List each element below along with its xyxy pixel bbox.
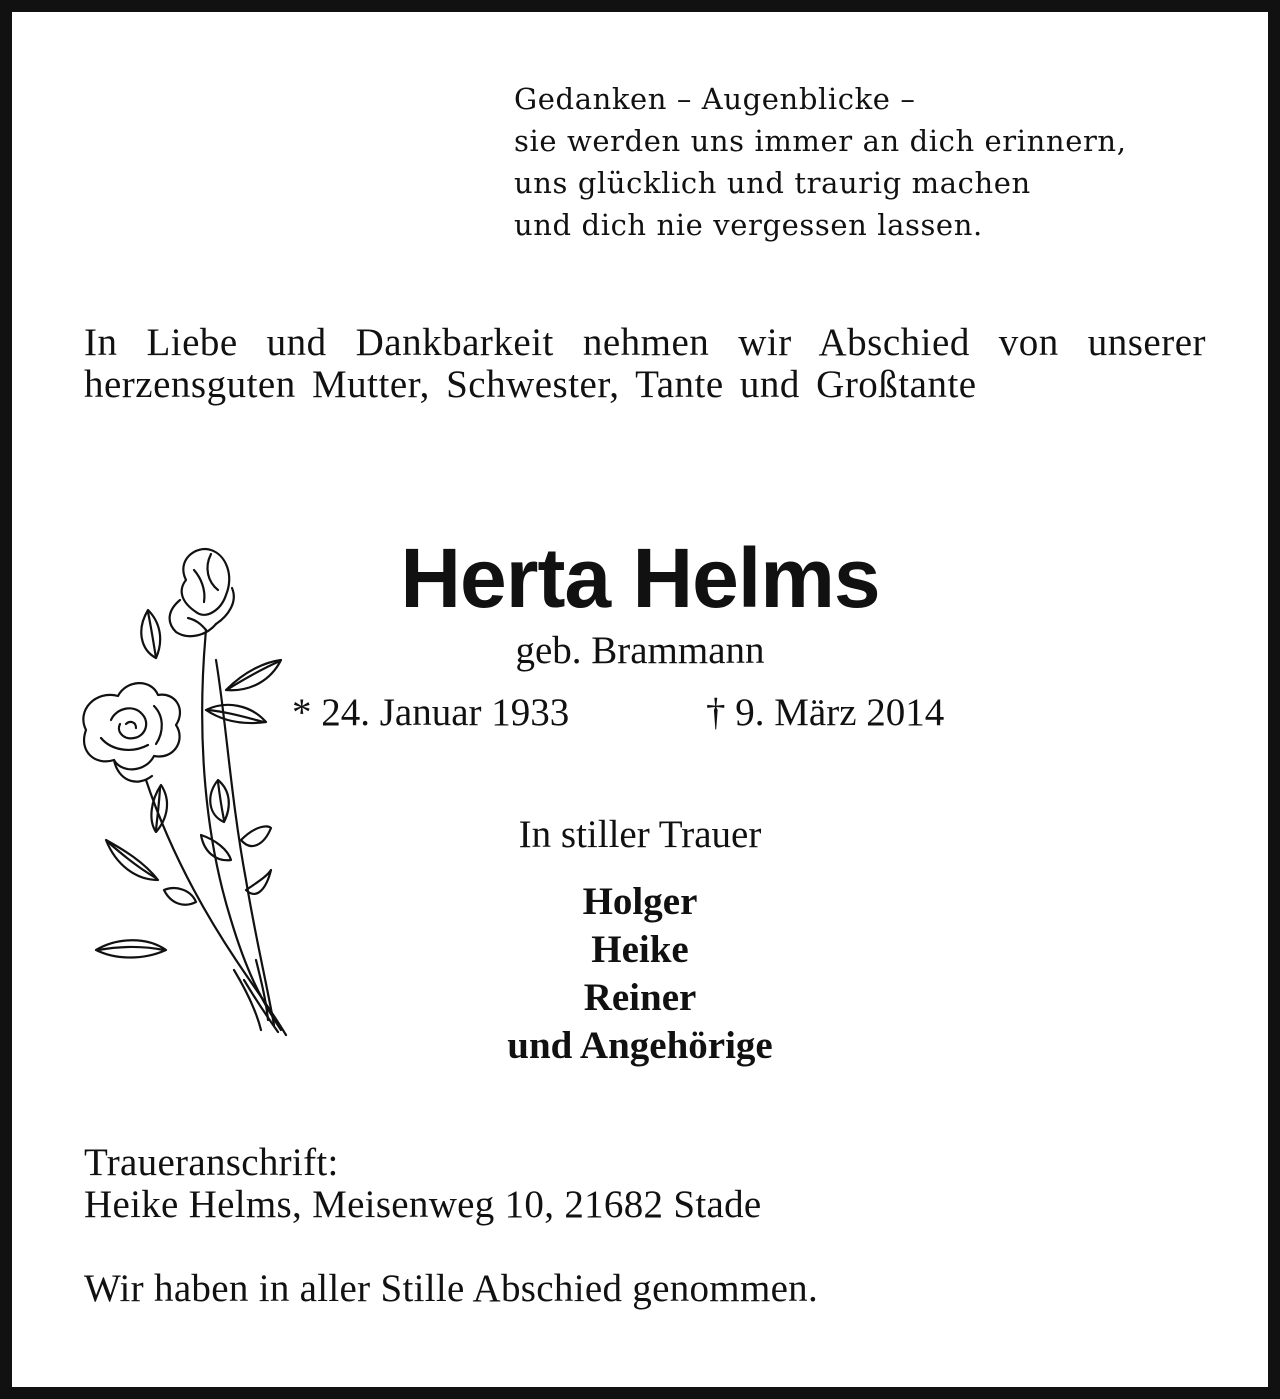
mourner-name: und Angehörige xyxy=(507,1024,773,1067)
intro-text: In Liebe und Dankbarkeit nehmen wir Abschied von unserer herzensguten Mutter, Schwester, Tante und Großtante xyxy=(84,321,1206,406)
mourner-name: Reiner xyxy=(583,976,697,1019)
poem-line: und dich nie vergessen lassen. xyxy=(514,208,983,242)
poem-line: Gedanken – Augenblicke – xyxy=(514,82,916,116)
maiden-name: geb. Brammann xyxy=(515,629,765,672)
poem-line: sie werden uns immer an dich erinnern, xyxy=(514,124,1127,158)
poem-line: uns glücklich und traurig machen xyxy=(514,166,1031,200)
poem xyxy=(514,78,1127,246)
mourning-heading: In stiller Trauer xyxy=(518,813,762,856)
deceased-name: Herta Helms xyxy=(400,531,880,625)
address-line: Heike Helms, Meisenweg 10, 21682 Stade xyxy=(84,1183,762,1226)
mourner-name: Holger xyxy=(582,880,698,923)
birth-date: * 24. Januar 1933 xyxy=(292,691,570,734)
death-date: † 9. März 2014 xyxy=(706,691,945,734)
closing-text: Wir haben in aller Stille Abschied genommen. xyxy=(84,1267,819,1310)
mourners-list xyxy=(0,878,1280,1070)
mourner-name: Heike xyxy=(591,928,689,971)
mourning-address xyxy=(84,1142,762,1226)
address-label: Traueranschrift: xyxy=(84,1141,339,1184)
life-dates xyxy=(292,690,945,736)
